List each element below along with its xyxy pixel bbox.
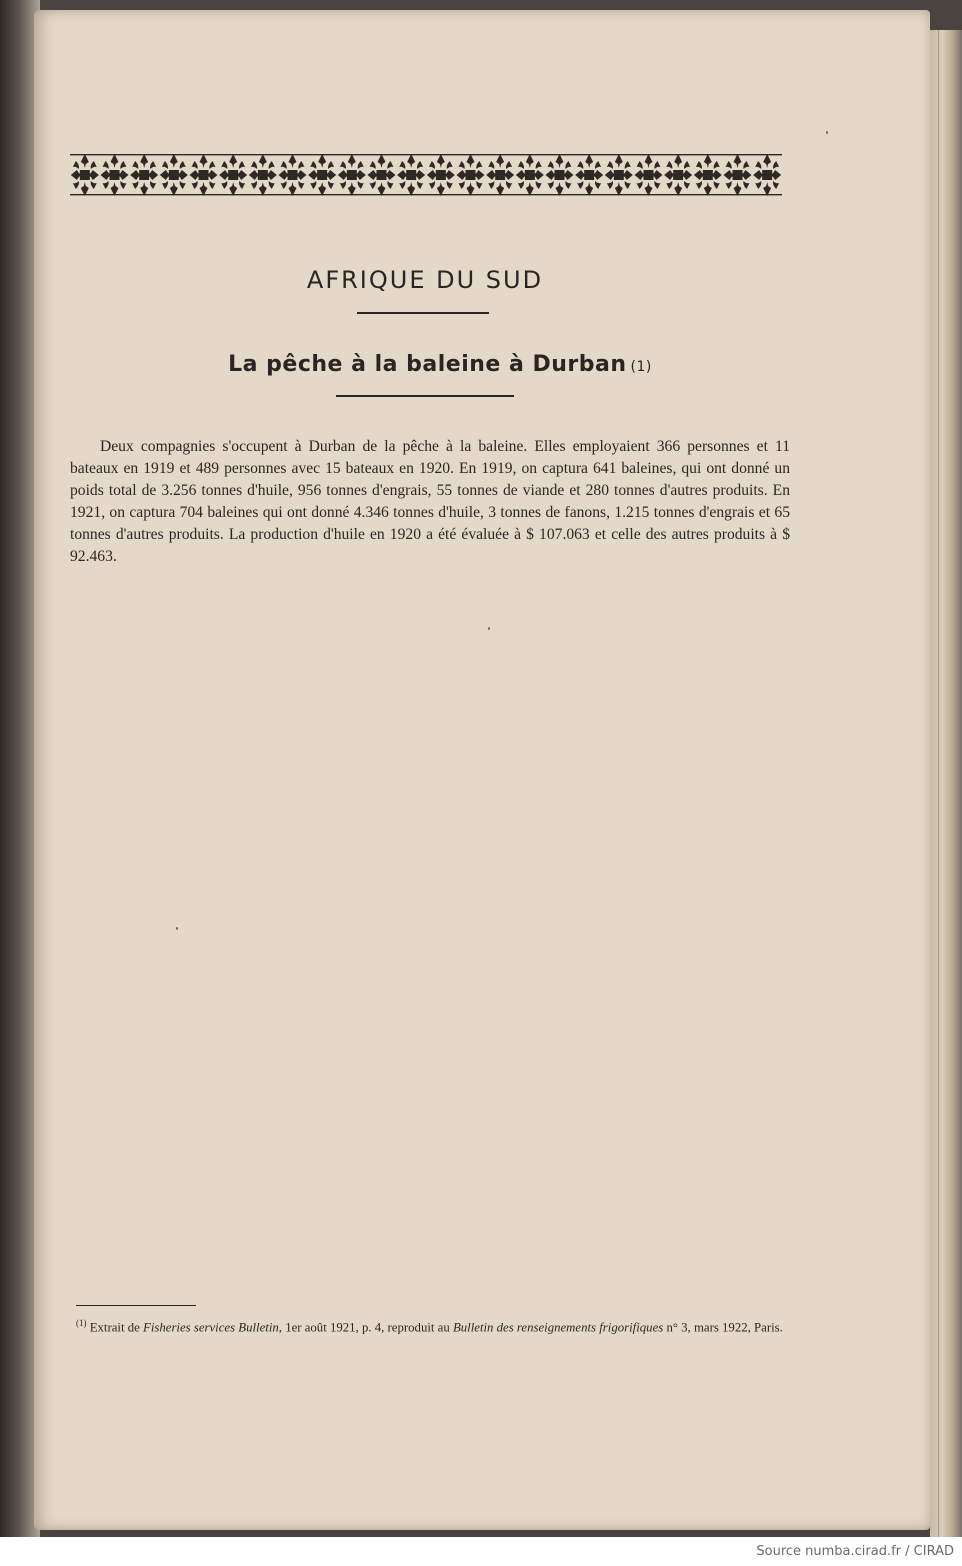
fleuron-unit — [160, 154, 188, 196]
fleuron-unit — [516, 154, 544, 196]
title-rule — [357, 312, 489, 314]
paper-speck — [826, 131, 828, 134]
fleuron-unit — [605, 154, 633, 196]
fleuron-unit — [279, 154, 307, 196]
fleuron-unit — [753, 154, 781, 196]
ornament-line — [70, 154, 782, 155]
fleuron-unit — [427, 154, 455, 196]
fleuron-unit — [308, 154, 336, 196]
page-stack-edge — [930, 30, 962, 1537]
footnote-source-title: Fisheries services Bulletin, — [143, 1320, 282, 1335]
footnote-text-3: n° 3, mars 1922, Paris. — [666, 1320, 783, 1335]
body-paragraph: Deux compagnies s'occupent à Durban de la pêche à la baleine. Elles employaient 366 personnes et 11 bateaux en 1919 et 489 personnes avec 15 bateaux en 1920. En 1919, on captura 641 baleines, qui ont donné un poids total de 3.256 tonnes d'huile, 956 tonnes d'engrais, 55 tonnes de viande et 280 tonnes d'autres produits. En 1921, on captura 704 baleines qui ont donné 4.346 tonnes d'huile, 3 tonnes de fanons, 1.215 tonnes d'engrais et 65 tonnes d'autres produits. La production d'huile en 1920 a été évaluée à $ 107.063 et celle des autres produits à $ 92.463. — [70, 438, 790, 565]
ornament-line — [70, 194, 782, 195]
fleuron-unit — [368, 154, 396, 196]
fleuron-unit — [397, 154, 425, 196]
fleuron-ornament — [70, 152, 782, 198]
fleuron-unit — [486, 154, 514, 196]
fleuron-unit — [249, 154, 277, 196]
fleuron-unit — [338, 154, 366, 196]
footnote-marker: (1) — [76, 1318, 87, 1328]
fleuron-unit — [546, 154, 574, 196]
footnote — [76, 1314, 794, 1336]
fleuron-unit — [457, 154, 485, 196]
paper-speck — [176, 927, 178, 930]
subtitle-rule — [336, 395, 514, 397]
fleuron-unit — [694, 154, 722, 196]
fleuron-unit — [635, 154, 663, 196]
footnote-text-2: 1er août 1921, p. 4, reproduit au — [285, 1320, 450, 1335]
fleuron-unit — [71, 154, 99, 196]
source-credit: Source numba.cirad.fr / CIRAD — [756, 1544, 954, 1559]
fleuron-unit — [575, 154, 603, 196]
page — [34, 10, 930, 1530]
fleuron-unit — [101, 154, 129, 196]
fleuron-unit — [664, 154, 692, 196]
footnote-publication: Bulletin des renseignements frigorifiques — [452, 1320, 664, 1335]
footnote-rule — [76, 1305, 196, 1306]
fleuron-unit — [190, 154, 218, 196]
fleuron-unit — [130, 154, 158, 196]
article-title-text: La pêche à la baleine à Durban — [228, 352, 627, 377]
article-title — [150, 352, 730, 377]
fleuron-unit — [219, 154, 247, 196]
fleuron-unit — [724, 154, 752, 196]
paper-speck — [488, 627, 490, 630]
page-title: AFRIQUE DU SUD — [306, 266, 544, 294]
footnote-reference: (1) — [630, 359, 652, 375]
footnote-text-1: Extrait de — [89, 1320, 140, 1335]
